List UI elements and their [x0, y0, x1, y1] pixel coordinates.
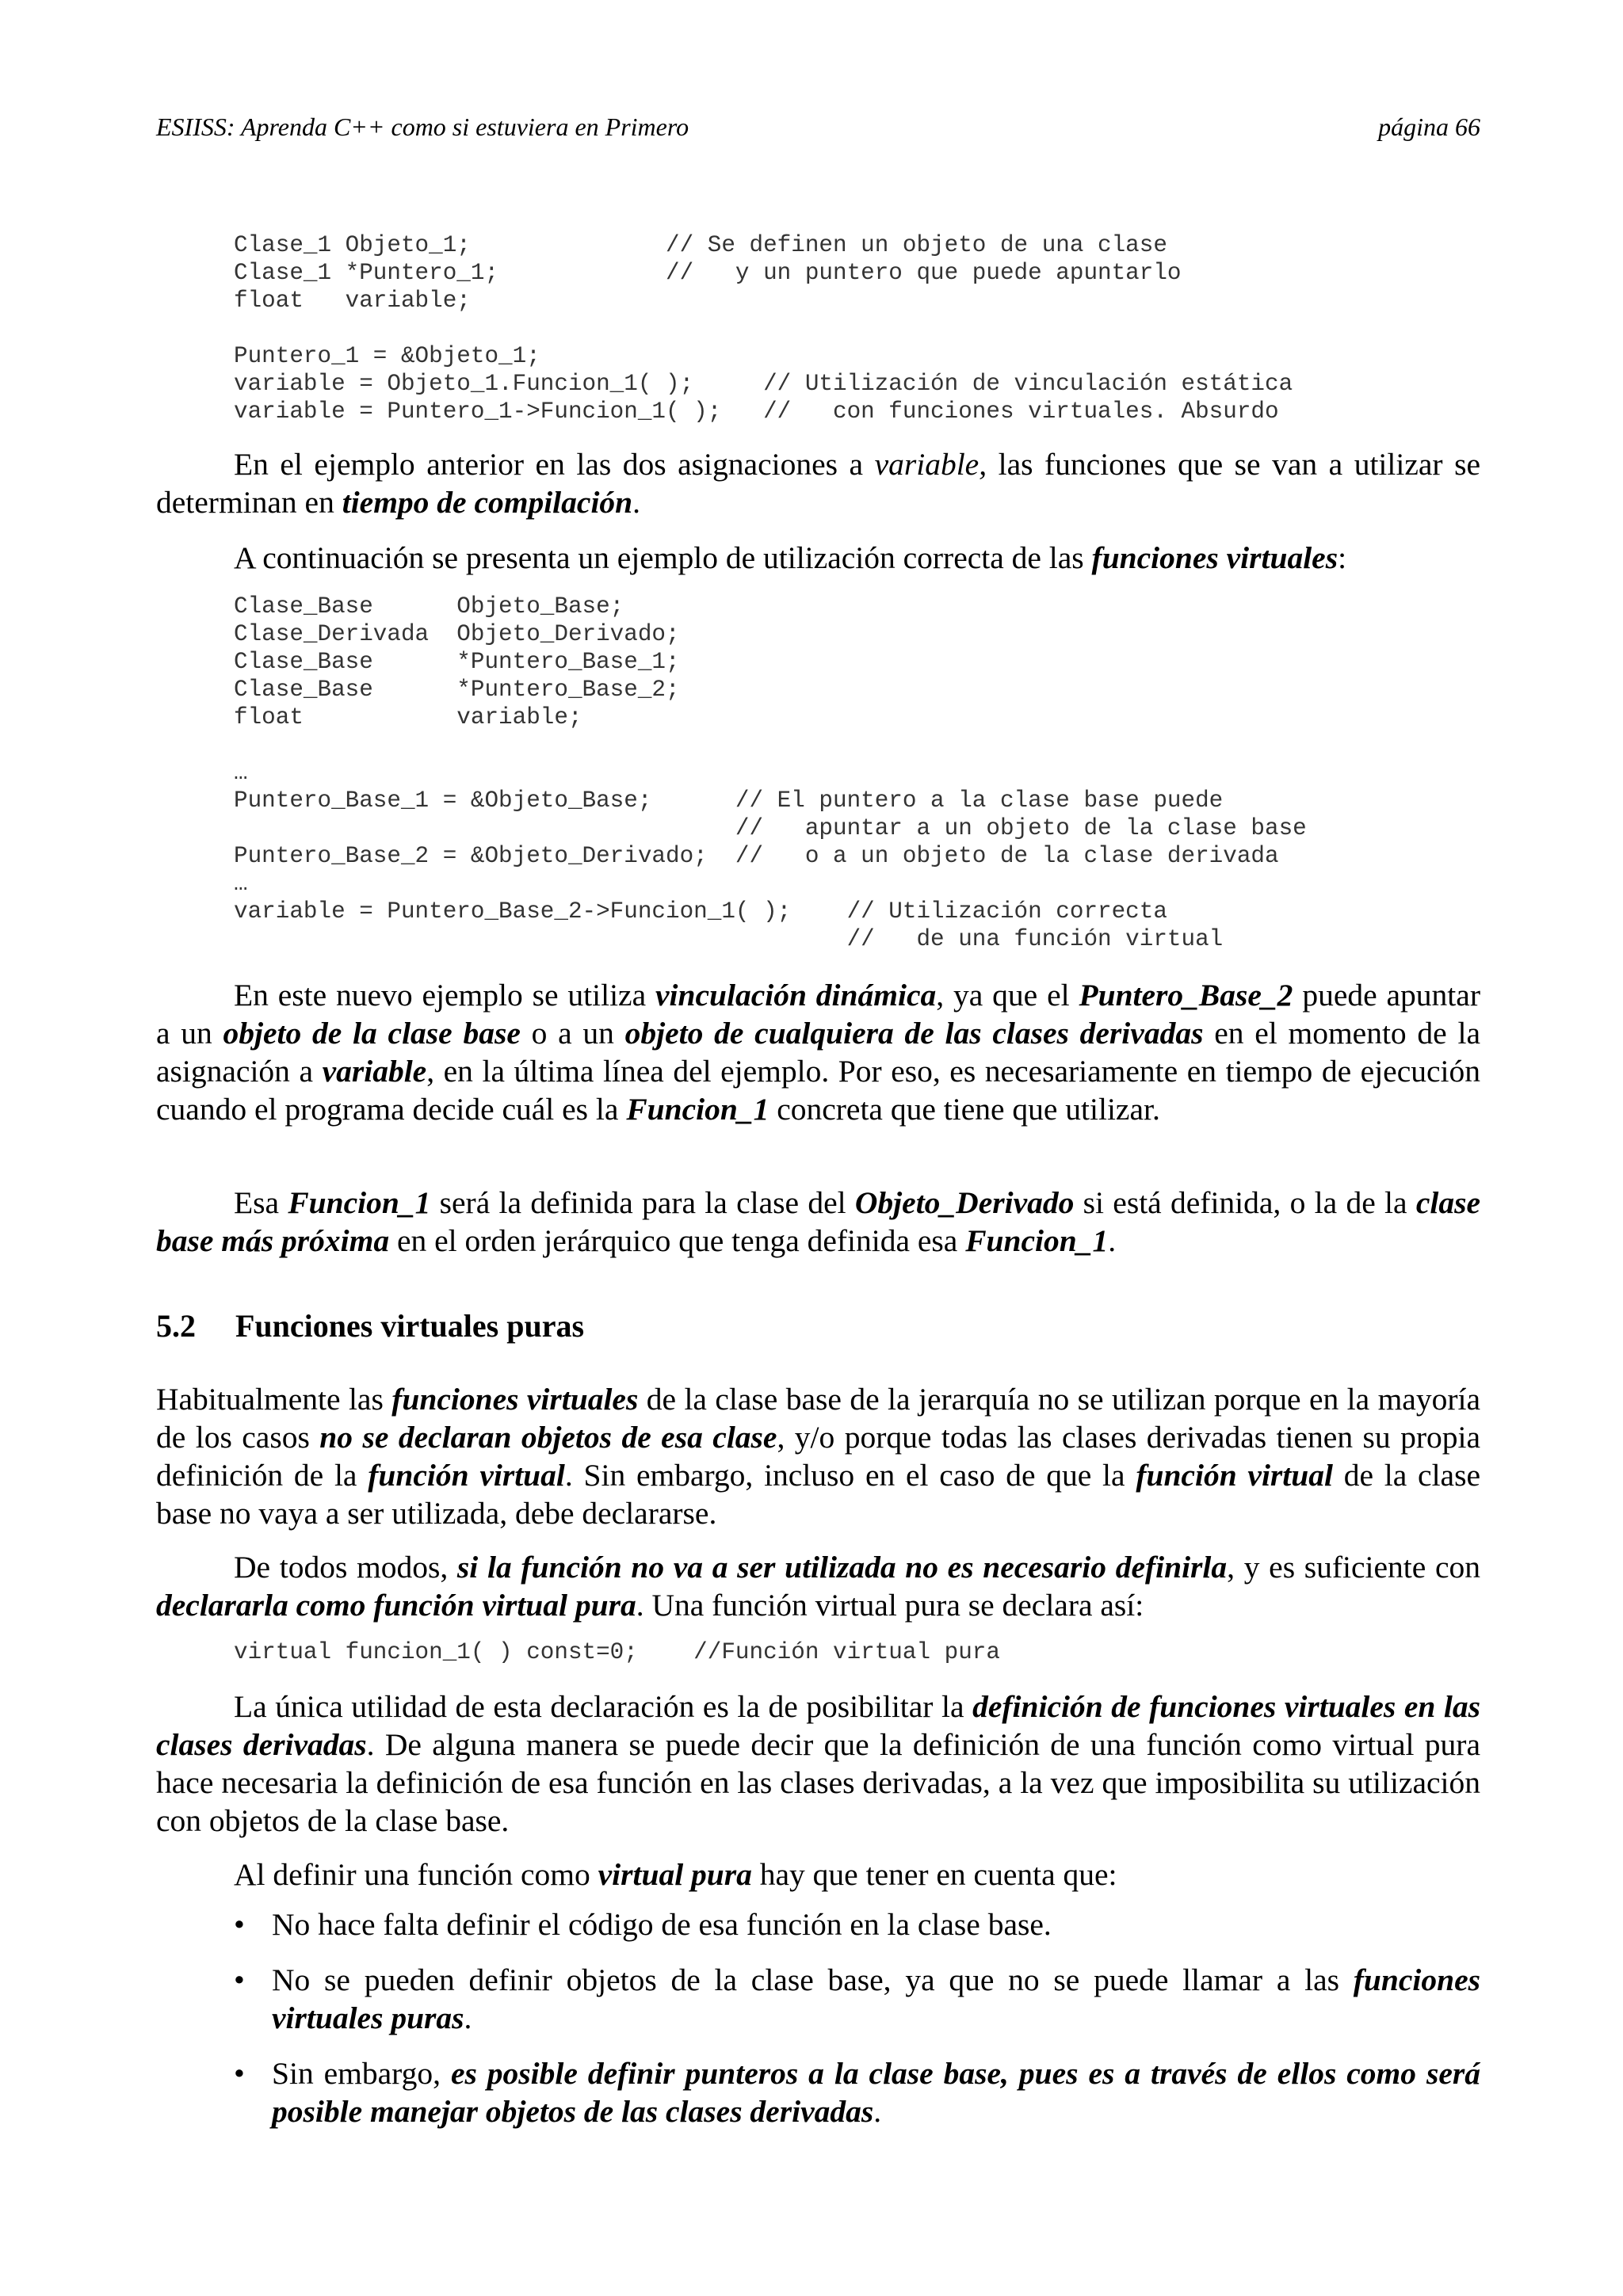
paragraph-dynamic-binding: En este nuevo ejemplo se utiliza vinculación dinámica, ya que el Puntero_Base_2 puede apuntar a un objeto de la clase base o a un objeto de cualquiera de las clases derivadas en el momento de la asignación a variable, en la última línea del ejemplo. Por eso, es necesariamente en tiempo de ejecución cuando el programa decide cuál es la Funcion_1 concreta que tiene que utilizar. — [156, 978, 1481, 1127]
paragraph-considerations-intro: Al definir una función como virtual pura hay que tener en cuenta que: — [234, 1857, 1117, 1892]
bullet-icon: • — [234, 2056, 245, 2091]
section-heading — [156, 1307, 584, 1345]
page-header — [156, 113, 1480, 160]
bullet-icon: • — [234, 1907, 245, 1942]
code-block-pure-virtual: virtual funcion_1( ) const=0; //Función virtual pura — [234, 1639, 1000, 1665]
paragraph-pure-virtual-utility: La única utilidad de esta declaración es la de posibilitar la definición de funciones virtuales en las clases derivadas. De alguna manera se puede decir que la definición de una función como virtual pura hace necesaria la definición de esa función en las clases derivadas, a la vez que imposibilita su utilización con objetos de la clase base. — [156, 1689, 1480, 1838]
paragraph-funcion1-resolution: Esa Funcion_1 será la definida para la clase del Objeto_Derivado si está definida, o la de la clase base más próxima en el orden jerárquico que tenga definida esa Funcion_1. — [156, 1185, 1480, 1258]
section-number: 5.2 — [156, 1308, 196, 1344]
list-item: • Sin embargo, es posible definir punteros a la clase base, pues es a través de ellos como será posible manejar objetos de las clases derivadas. — [234, 2056, 1480, 2129]
bullet-icon: • — [234, 1962, 245, 1997]
header-page-number: página 66 — [1378, 113, 1480, 141]
section-title: Funciones virtuales puras — [235, 1308, 585, 1344]
list-item: • No se pueden definir objetos de la clase base, ya que no se puede llamar a las funciones virtuales puras. — [234, 1962, 1480, 2035]
considerations-list — [234, 1905, 1480, 2148]
paragraph-correct-example-intro: A continuación se presenta un ejemplo de utilización correcta de las funciones virtuales: — [234, 540, 1347, 575]
paragraph-virtual-functions-usage: Habitualmente las funciones virtuales de la clase base de la jerarquía no se utilizan porque en la mayoría de los casos no se declaran objetos de esa clase, y/o porque todas las clases derivadas tienen su propia definición de la función virtual. Sin embargo, incluso en el caso de que la función virtual de la clase base no vaya a ser utilizada, debe declararse. — [156, 1382, 1481, 1531]
paragraph-compile-time: En el ejemplo anterior en las dos asignaciones a variable, las funciones que se van a utilizar se determinan en tiempo de compilación. — [156, 447, 1480, 520]
header-title: ESIISS: Aprenda C++ como si estuviera en Primero — [156, 113, 689, 141]
code-block-static-binding: Clase_1 Objeto_1; // Se definen un objeto de una clase Clase_1 *Puntero_1; // y un puntero que puede apuntarlo float variable; Puntero_1 = &Objeto_1; variable = Objeto_1.Funcion_1( ); // Utilización de vinculación estática variable = Puntero_1->Funcion_1( ); // con funciones virtuales. Absurdo — [234, 232, 1293, 425]
list-item: • No hace falta definir el código de esa función en la clase base. — [234, 1907, 1052, 1942]
code-block-dynamic-binding: Clase_Base Objeto_Base; Clase_Derivada Objeto_Derivado; Clase_Base *Puntero_Base_1; Clase_Base *Puntero_Base_2; float variable; … Puntero_Base_1 = &Objeto_Base; // El puntero a la clase base puede // apuntar a un objeto de la clase base Puntero_Base_2 = &Objeto_Derivado; // o a un objeto de la clase derivada … variable = Puntero_Base_2->Funcion_1( ); // Utilización correcta // de una función virtual — [234, 593, 1307, 952]
paragraph-pure-virtual-declaration: De todos modos, si la función no va a ser utilizada no es necesario definirla, y es suficiente con declararla como función virtual pura. Una función virtual pura se declara así: — [156, 1550, 1480, 1623]
